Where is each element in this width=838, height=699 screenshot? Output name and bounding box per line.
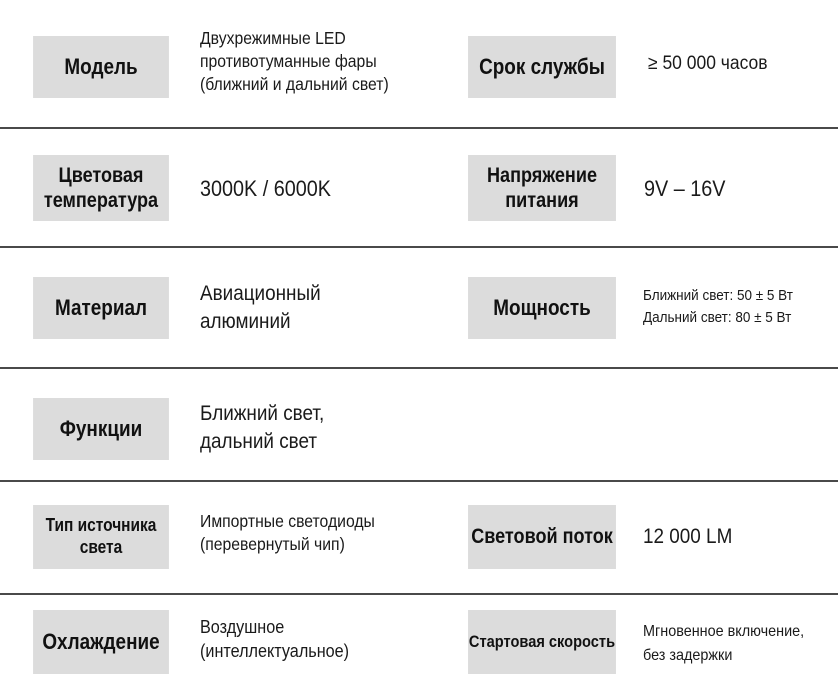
value-startup-speed <box>643 620 804 668</box>
label-power-text: Мощность <box>493 294 591 320</box>
value-power <box>643 285 793 329</box>
label-model <box>33 36 169 98</box>
row-divider <box>0 480 838 482</box>
value-light-source-type-line-2: (перевернутый чип) <box>200 534 345 555</box>
label-color-temperature <box>33 155 169 221</box>
value-light-source-type-line-1: Импортные светодиоды <box>200 511 375 531</box>
value-material-line-2: алюминий <box>200 309 291 333</box>
label-material <box>33 277 169 339</box>
label-lifetime <box>468 36 616 98</box>
value-voltage-line-1: 9V – 16V <box>644 176 726 201</box>
value-cooling-line-1: Воздушное <box>200 617 285 637</box>
value-model-line-1: Двухрежимные LED <box>200 28 346 48</box>
label-voltage <box>468 155 616 221</box>
label-material-text: Материал <box>54 294 148 320</box>
value-voltage <box>644 174 725 203</box>
label-voltage-line-2: питания <box>505 189 579 212</box>
value-cooling <box>200 616 349 664</box>
label-model-text: Модель <box>64 53 138 79</box>
label-cooling-text: Охлаждение <box>42 628 160 654</box>
value-functions-line-1: Ближний свет, <box>200 402 325 425</box>
label-light-source-type <box>33 505 169 569</box>
value-cooling-line-2: (интеллектуальное) <box>200 640 350 661</box>
value-functions <box>200 400 324 455</box>
value-model <box>200 27 389 96</box>
label-functions-text: Функции <box>59 415 143 441</box>
value-model-line-2: противотуманные фары <box>200 51 377 72</box>
row-divider <box>0 593 838 595</box>
value-startup-speed-line-1: Мгновенное включение, <box>643 623 805 640</box>
label-luminous-flux <box>468 505 616 569</box>
label-startup-speed-text: Стартовая скорость <box>468 631 616 651</box>
label-lifetime-text: Срок службы <box>479 53 605 79</box>
row-divider <box>0 246 838 248</box>
label-luminous-flux-text: Световой поток <box>471 525 613 549</box>
label-cooling <box>33 610 169 674</box>
value-lifetime <box>648 51 768 76</box>
value-startup-speed-line-2: без задержки <box>643 647 733 664</box>
value-material-line-1: Авиационный <box>200 282 321 305</box>
label-voltage-line-1: Напряжение <box>487 163 597 187</box>
row-divider <box>0 367 838 369</box>
value-functions-line-2: дальний свет <box>200 429 318 453</box>
value-luminous-flux <box>643 523 732 551</box>
label-color-temperature-line-1: Цветовая <box>58 163 144 187</box>
value-luminous-flux-line-1: 12 000 LM <box>643 525 733 548</box>
value-model-line-3: (ближний и дальний свет) <box>200 74 389 95</box>
value-material <box>200 280 321 335</box>
value-lifetime-line-1: ≥ 50 000 часов <box>648 53 768 74</box>
label-startup-speed <box>468 610 616 674</box>
label-power <box>468 277 616 339</box>
label-color-temperature-line-2: температура <box>43 189 159 212</box>
value-power-line-2: Дальний свет: 80 ± 5 Вт <box>643 308 792 326</box>
label-light-source-type-line-2: света <box>79 537 123 557</box>
value-light-source-type <box>200 510 375 556</box>
label-light-source-type-line-1: Тип источника <box>45 515 157 536</box>
value-color-temperature-line-1: 3000K / 6000K <box>200 176 332 201</box>
label-functions <box>33 398 169 460</box>
row-divider <box>0 127 838 129</box>
value-power-line-1: Ближний свет: 50 ± 5 Вт <box>643 287 793 304</box>
value-color-temperature <box>200 174 331 203</box>
